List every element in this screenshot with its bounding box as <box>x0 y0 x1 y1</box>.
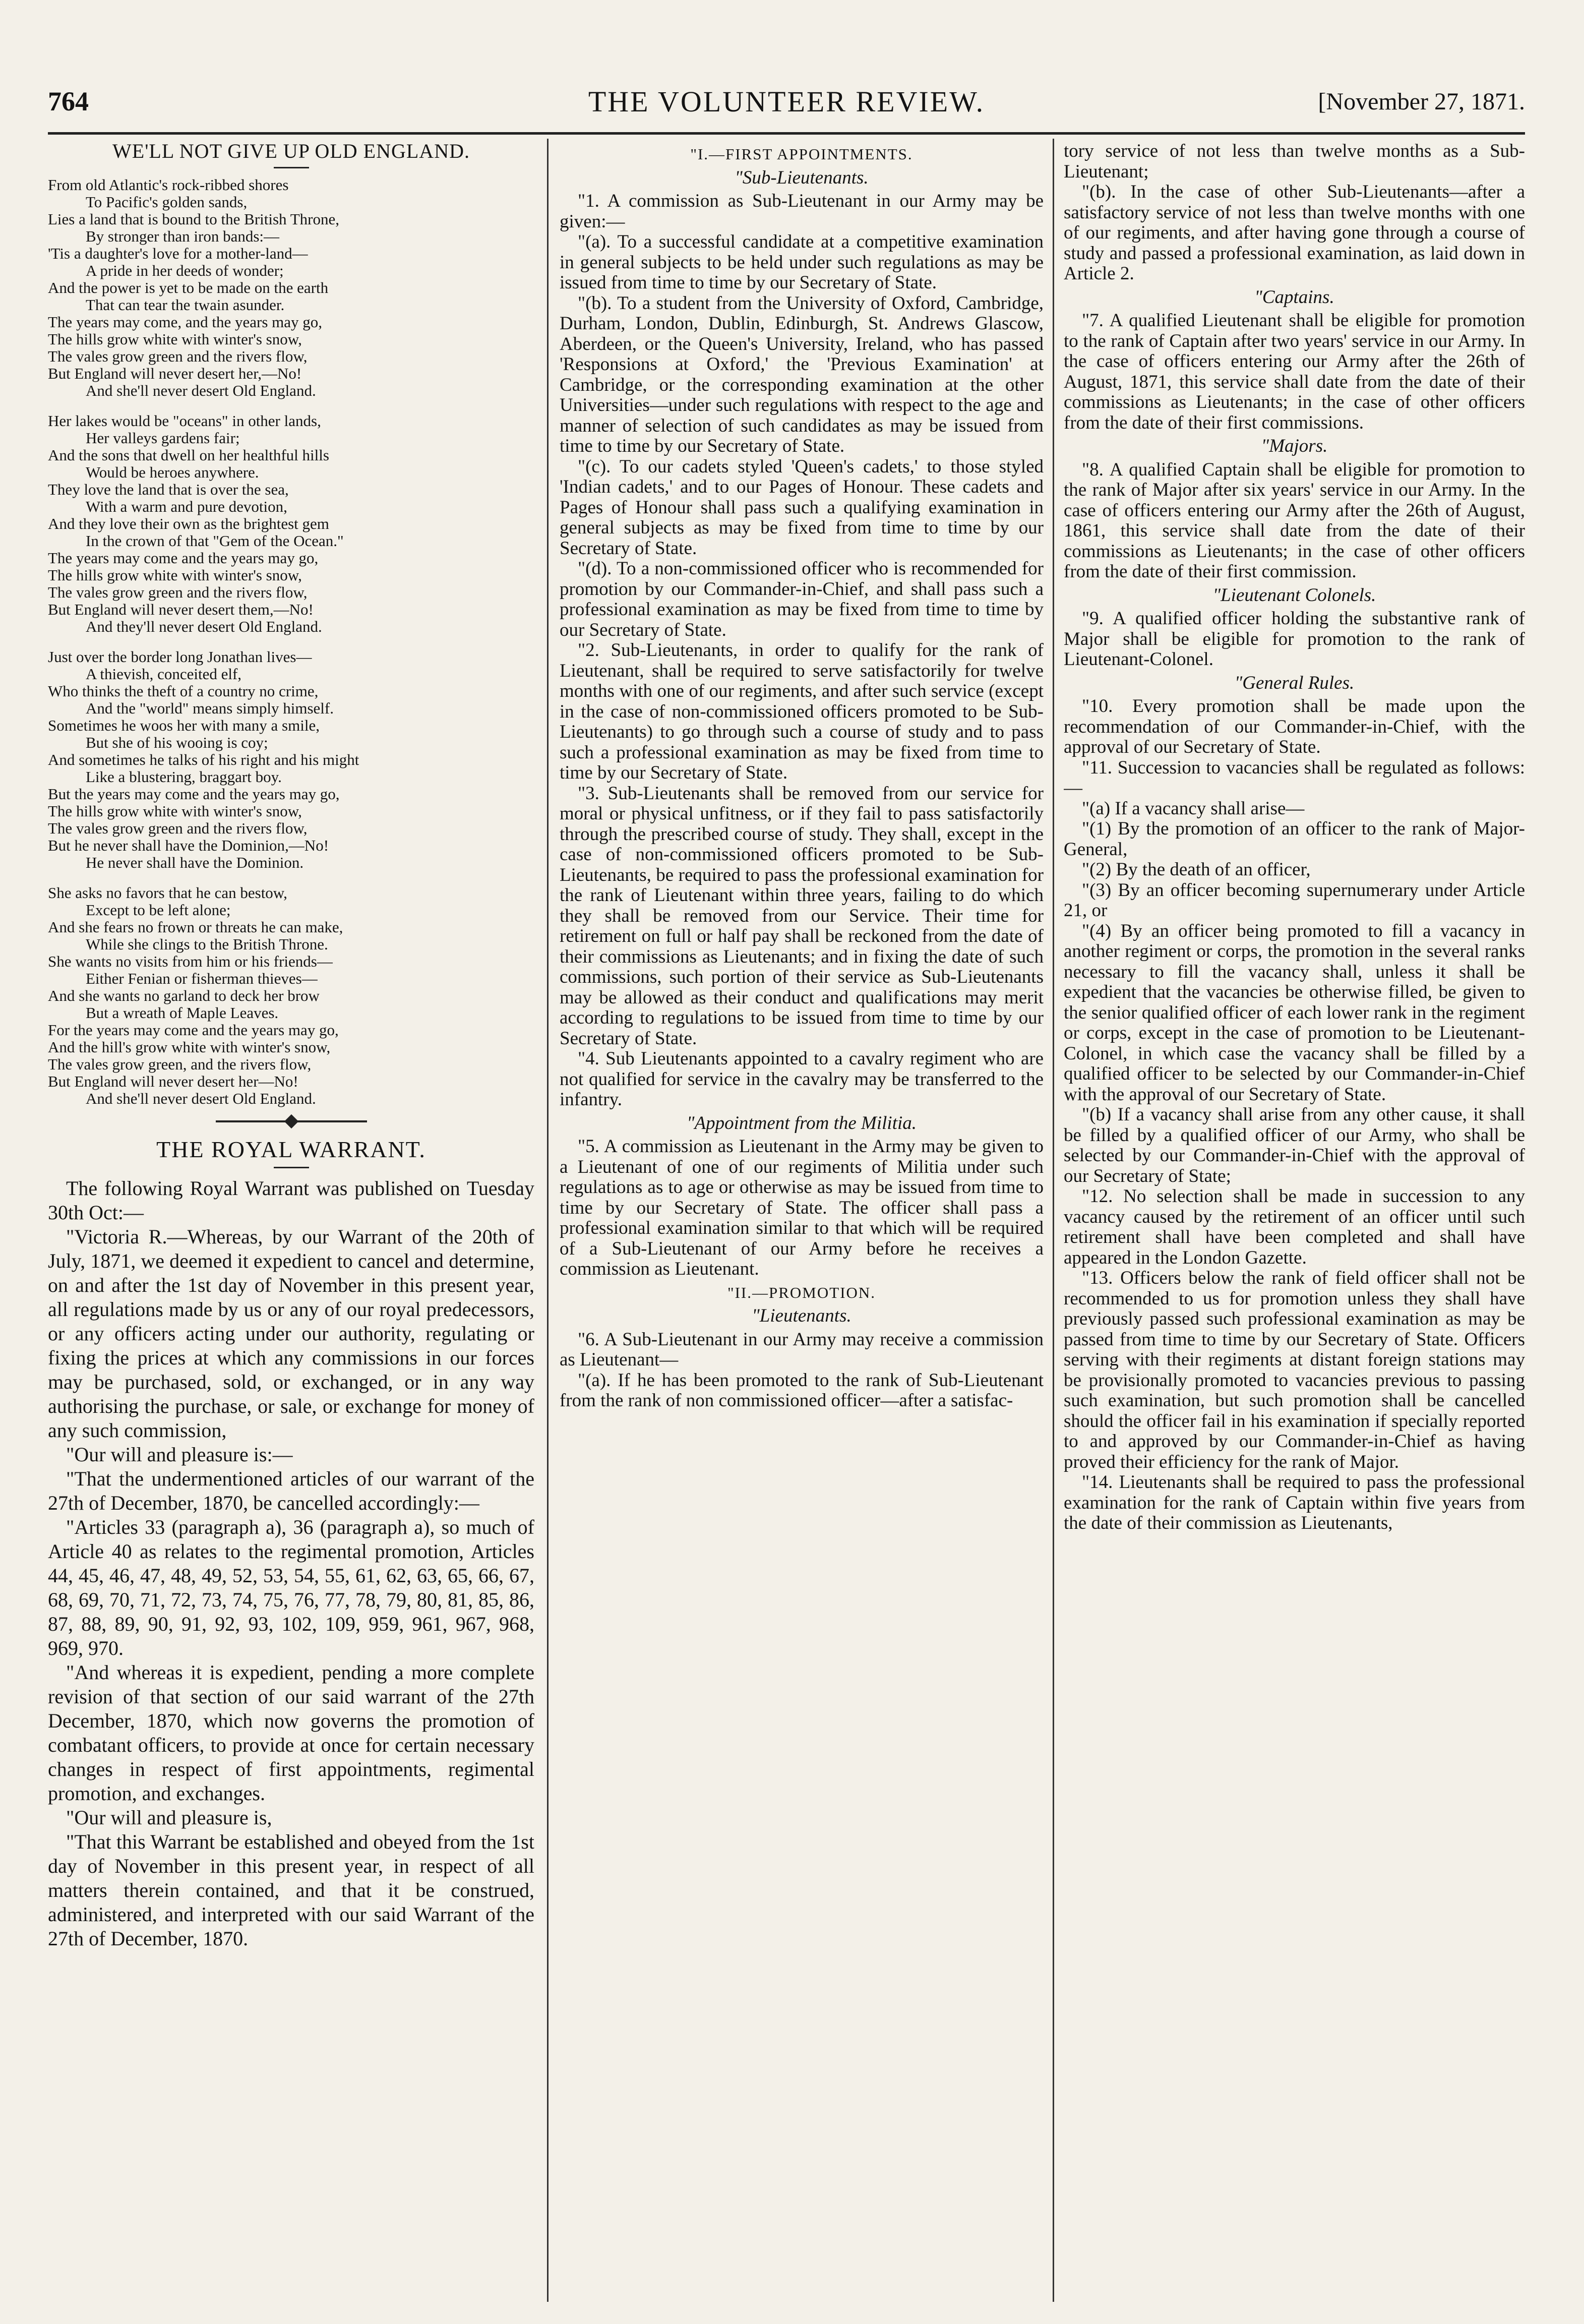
paragraph: "(c). To our cadets styled 'Queen's cadets,' to those styled 'Indian cadets,' and to our Pages of Honour. These cadets and Pages of Honour shall pass such a qualifying examination in general subjects as may be fixed from time to time by our Secretary of State. <box>560 456 1044 559</box>
warrant-text <box>1064 141 1525 284</box>
poem-line: The vales grow green and the rivers flow, <box>48 819 308 837</box>
publication-title: THE VOLUNTEER REVIEW. <box>588 85 985 118</box>
poem-line: Like a blustering, braggart boy. <box>86 767 282 786</box>
poem-line: Lies a land that is bound to the British Throne, <box>48 210 340 228</box>
column-3 <box>1064 141 1525 2294</box>
poem-line: And the power is yet to be made on the earth <box>48 278 329 296</box>
subheading: "Lieutenants. <box>752 1305 851 1326</box>
paragraph: "5. A commission as Lieutenant in the Army may be given to a Lieutenant of one of our regiments of Militia under such regulations as to age or otherwise as may be issued from time to time by our Secretary of State. The officer shall pass a professional examination similar to that which will be required of a Sub-Lieutenant of our Army before he receives a commission as Lieutenant. <box>560 1136 1044 1279</box>
poem-stanza <box>48 176 534 399</box>
paragraph: "14. Lieutenants shall be required to pass the professional examination for the rank of Captain within five years from the date of their commission as Lieutenants, <box>1064 1472 1525 1533</box>
poem-line: From old Atlantic's rock-ribbed shores <box>48 175 289 194</box>
paragraph: "(d). To a non-commissioned officer who is recommended for promotion by our Commander-in-Chief, and shall pass such a professional examination as may be fixed from time to time by our Secretary of State. <box>560 558 1044 640</box>
poem-line: But he never shall have the Dominion,—No! <box>48 836 329 854</box>
poem-line: Except to be left alone; <box>86 901 231 919</box>
paragraph: The following Royal Warrant was published on Tuesday 30th Oct:— <box>48 1177 534 1224</box>
poem-line: But England will never desert them,—No! <box>48 600 314 618</box>
subheading: "Captains. <box>1254 286 1334 308</box>
poem-line: And they'll never desert Old England. <box>86 617 322 635</box>
poem-line: And she'll never desert Old England. <box>86 381 316 399</box>
page-header <box>48 76 1525 121</box>
poem-line: And she wants no garland to deck her brow <box>48 986 320 1004</box>
poem-line: The years may come and the years may go, <box>48 549 319 567</box>
paragraph: "That the undermentioned articles of our warrant of the 27th of December, 1870, be cancelled accordingly:— <box>48 1467 534 1514</box>
poem-line: But England will never desert her—No! <box>48 1072 298 1090</box>
poem-stanza <box>48 884 534 1107</box>
paragraph: "(b) If a vacancy shall arise from any other cause, it shall be filled by a qualified officer of our Army, who shall be selected by our Commander-in-Chief with the approval of our Secretary of State; <box>1064 1104 1525 1186</box>
paragraph: "(2) By the death of an officer, <box>1082 859 1311 880</box>
poem-line: The vales grow green and the rivers flow, <box>48 583 308 601</box>
poem-line: She asks no favors that he can bestow, <box>48 883 287 902</box>
poem-line: And the sons that dwell on her healthful hills <box>48 446 329 464</box>
paragraph: "2. Sub-Lieutenants, in order to qualify for the rank of Lieutenant, shall be required to serve satisfactorily for twelve months with one of our regiments, and after such service (except in the case of non-commissioned officers promoted to be Sub-Lieutenants) to go through such a course of study and to pass such a professional examination as may be fixed from time to time by our Secretary of State. <box>560 640 1044 783</box>
warrant-text <box>48 1176 534 1951</box>
poem-line: But a wreath of Maple Leaves. <box>86 1003 279 1022</box>
section-heading: "I.—FIRST APPOINTMENTS. <box>690 145 913 163</box>
poem-line: The years may come, and the years may go, <box>48 313 323 331</box>
issue-date: [November 27, 1871. <box>1318 88 1525 115</box>
poem-line: To Pacific's golden sands, <box>86 193 248 211</box>
poem-line: They love the land that is over the sea, <box>48 480 289 498</box>
subheading: "Majors. <box>1261 436 1328 456</box>
poem-line: Her valleys gardens fair; <box>86 429 240 447</box>
poem-line: Her lakes would be "oceans" in other lands, <box>48 411 321 430</box>
column-separator <box>1053 139 1054 2302</box>
warrant-text <box>1064 696 1525 1534</box>
warrant-text <box>560 1330 1044 1411</box>
paragraph: "11. Succession to vacancies shall be regulated as follows:— <box>1064 757 1525 798</box>
poem-line: The hills grow white with winter's snow, <box>48 566 302 584</box>
paragraph: "7. A qualified Lieutenant shall be eligible for promotion to the rank of Captain after two years' service in our Army. In the case of officers entering our Army after the 26th of August, 1871, this service shall date from the date of their commissions as Lieutenants; in the case of other officers from the date of their first commissions. <box>1064 310 1525 433</box>
poem-line: The hills grow white with winter's snow, <box>48 330 302 348</box>
warrant-text <box>560 1137 1044 1280</box>
paragraph: "(a). To a successful candidate at a competitive examination in general subjects to be held under such regulations as may be issued from time to time by our Secretary of State. <box>560 231 1044 293</box>
poem-line: By stronger than iron bands:— <box>86 227 280 245</box>
poem-line: But she of his wooing is coy; <box>86 733 268 751</box>
poem <box>48 176 534 1107</box>
poem-line: A pride in her deeds of wonder; <box>86 261 284 279</box>
poem-line: With a warm and pure devotion, <box>86 497 287 515</box>
paragraph: "That this Warrant be established and obeyed from the 1st day of November in this present year, in respect of all matters therein contained, and that it be construed, administered, and interpreted with our said Warrant of the 27th of December, 1870. <box>48 1830 534 1950</box>
subheading: "Sub-Lieutenants. <box>735 167 869 188</box>
column-2 <box>560 141 1044 2294</box>
section-title: THE ROYAL WARRANT. <box>156 1136 426 1162</box>
paragraph: "(4) By an officer being promoted to fill a vacancy in another regiment or corps, the promotion in the several ranks necessary to fill the vacancy shall, unless it shall be expedient that the vacancies be otherwise filled, be given to the senior qualified officer of each lower rank in the regiment or corps, except in the case of promotion to be Lieutenant-Colonel, in which case the vacancy shall be filled by a qualified officer to be selected by our Commander-in-Chief with the approval of our Secretary of State. <box>1064 920 1525 1105</box>
paragraph: "Victoria R.—Whereas, by our Warrant of the 20th of July, 1871, we deemed it expedient to cancel and determine, on and after the 1st day of November in this present year, all regulations made by us or any of our royal predecessors, or any officers acting under our authority, regulating or fixing the prices at which any commissions in our forces may be purchased, sold, or exchanged, or in any way authorising the purchase, or sale, or exchange for money of any such commission, <box>48 1225 534 1442</box>
paragraph: "Articles 33 (paragraph a), 36 (paragraph a), so much of Article 40 as relates to the regimental promotion, Articles 44, 45, 46, 47, 48, 49, 52, 53, 54, 55, 61, 62, 63, 65, 66, 67, 68, 69, 70, 71, 72, 73, 74, 75, 76, 77, 78, 79, 80, 81, 85, 86, 87, 88, 89, 90, 91, 92, 93, 102, 109, 959, 961, 967, 968, 969, 970. <box>48 1516 534 1659</box>
paragraph: tory service of not less than twelve months as a Sub-Lieutenant; <box>1064 141 1525 182</box>
poem-line: The hills grow white with winter's snow, <box>48 802 302 820</box>
poem-stanza <box>48 648 534 871</box>
poem-line: And she'll never desert Old England. <box>86 1089 316 1107</box>
warrant-text <box>560 191 1044 1110</box>
poem-line: While she clings to the British Throne. <box>86 935 328 953</box>
poem-line: For the years may come and the years may go, <box>48 1021 339 1039</box>
poem-line: Who thinks the theft of a country no crime, <box>48 682 319 700</box>
warrant-text <box>1064 460 1525 582</box>
paragraph: "6. A Sub-Lieutenant in our Army may receive a commission as Lieutenant— <box>560 1329 1044 1370</box>
paragraph: "(b). In the case of other Sub-Lieutenants—after a satisfactory service of not less than twelve months with one of our regiments, and after having gone through a course of study and passed a professional examination, as laid down in Article 2. <box>1064 182 1525 284</box>
page-number: 764 <box>48 86 89 116</box>
paragraph: "(1) By the promotion of an officer to the rank of Major-General, <box>1064 818 1525 860</box>
poem-line: Sometimes he woos her with many a smile, <box>48 716 320 734</box>
subheading: "General Rules. <box>1234 672 1355 693</box>
paragraph: "(a) If a vacancy shall arise— <box>1082 798 1305 819</box>
poem-line: In the crown of that "Gem of the Ocean." <box>86 531 344 550</box>
poem-line: But the years may come and the years may go, <box>48 785 340 803</box>
poem-line: And the hill's grow white with winter's snow, <box>48 1038 331 1056</box>
paragraph: "4. Sub Lieutenants appointed to a cavalry regiment who are not qualified for service in the cavalry may be transferred to the infantry. <box>560 1048 1044 1110</box>
paragraph: "12. No selection shall be made in succession to any vacancy caused by the retirement of an officer until such retirement shall have been completed and shall have appeared in the London Gazette. <box>1064 1186 1525 1268</box>
paragraph: "And whereas it is expedient, pending a more complete revision of that section of our said warrant of the 27th December, 1870, which now governs the promotion of combatant officers, to provide at once for certain necessary changes in respect of first appointments, regimental promotion, and exchanges. <box>48 1661 534 1805</box>
poem-title: WE'LL NOT GIVE UP OLD ENGLAND. <box>112 141 470 162</box>
poem-line: Just over the border long Jonathan lives— <box>48 647 312 666</box>
title-rule <box>274 1167 309 1168</box>
warrant-text <box>1064 609 1525 670</box>
poem-line: And sometimes he talks of his right and his might <box>48 750 359 768</box>
poem-line: 'Tis a daughter's love for a mother-land— <box>48 244 308 262</box>
poem-line: The vales grow green and the rivers flow, <box>48 347 308 365</box>
paragraph: "(a). If he has been promoted to the rank of Sub-Lieutenant from the rank of non commissioned officer—after a satisfac- <box>560 1369 1044 1411</box>
poem-line: She wants no visits from him or his friends— <box>48 952 333 970</box>
column-separator <box>547 139 549 2302</box>
paragraph: "9. A qualified officer holding the substantive rank of Major shall be eligible for promotion to the rank of Lieutenant-Colonel. <box>1064 608 1525 670</box>
poem-line: That can tear the twain asunder. <box>86 295 285 314</box>
poem-stanza <box>48 412 534 635</box>
subheading: "Appointment from the Militia. <box>686 1112 917 1134</box>
paragraph: "3. Sub-Lieutenants shall be removed from our service for moral or physical unfitness, or if they fail to pass satisfactorily through the prescribed course of study. They shall, except in the case of non-commissioned officers promoted to be Sub-Lieutenants, be required to pass the professional examination for the rank of Lieutenant within three years, failing to do which they shall be removed from our Service. Their time for retirement on full or half pay shall be reckoned from the date of their commissions as Lieutenants; and in fixing the date of such commissions, such portion of their service as Sub-Lieutenants may be allowed as their conduct and qualifications may merit according to regulations to be issued from time to time by our Secretary of State. <box>560 783 1044 1049</box>
paragraph: "10. Every promotion shall be made upon the recommendation of our Commander-in-Chief, with the approval of our Secretary of State. <box>1064 696 1525 757</box>
title-rule <box>274 167 309 168</box>
poem-line: Would be heroes anywhere. <box>86 463 259 481</box>
paragraph: "1. A commission as Sub-Lieutenant in our Army may be given:— <box>560 191 1044 232</box>
poem-line: And she fears no frown or threats he can make, <box>48 918 343 936</box>
poem-line: And they love their own as the brightest gem <box>48 514 329 532</box>
section-heading: "II.—PROMOTION. <box>727 1283 876 1301</box>
poem-line: He never shall have the Dominion. <box>86 853 304 871</box>
paragraph: "(b). To a student from the University of Oxford, Cambridge, Durham, London, Dublin, Edinburgh, St. Andrews Glascow, Aberdeen, or the Queen's University, Ireland, who has passed 'Responsions at Oxford,' the 'Previous Examination' at Cambridge, or the corresponding examination at the other Universities—under such regulations with respect to the age and manner of selection of such candidates as may be issued from time to time by our Secretary of State. <box>560 292 1044 456</box>
poem-line: Either Fenian or fisherman thieves— <box>86 969 318 987</box>
poem-line: A thievish, conceited elf, <box>86 665 242 683</box>
paragraph: "13. Officers below the rank of field officer shall not be recommended to us for promotion unless they shall have previously passed such professional examination as may be passed from time to time by our Secretary of State. Officers serving with their regiments at distant foreign stations may be provisionally promoted to vacancies previous to passing such examination, but such promotion shall be cancelled should the officer fail in his examination if specially reported to and approved by our Commander-in-Chief as having proved their efficiency for the rank of Major. <box>1064 1268 1525 1472</box>
paragraph: "Our will and pleasure is:— <box>66 1443 293 1466</box>
paragraph: "8. A qualified Captain shall be eligible for promotion to the rank of Major after six years' service in our Army. In the case of officers entering our Army after the 26th of August, 1861, this service shall date from the date of their commissions as Lieutenants; in the case of other officers from the date of their first commission. <box>1064 459 1525 582</box>
subheading: "Lieutenant Colonels. <box>1212 584 1376 606</box>
poem-line: The vales grow green, and the rivers flow, <box>48 1055 312 1073</box>
warrant-text <box>1064 311 1525 433</box>
poem-line: But England will never desert her,—No! <box>48 364 302 382</box>
paragraph: "(3) By an officer becoming supernumerary under Article 21, or <box>1064 879 1525 921</box>
paragraph: "Our will and pleasure is, <box>66 1806 272 1829</box>
ornament-rule <box>216 1120 367 1122</box>
column-1 <box>48 141 534 2294</box>
header-rule <box>48 132 1525 135</box>
poem-line: And the "world" means simply himself. <box>86 699 334 717</box>
